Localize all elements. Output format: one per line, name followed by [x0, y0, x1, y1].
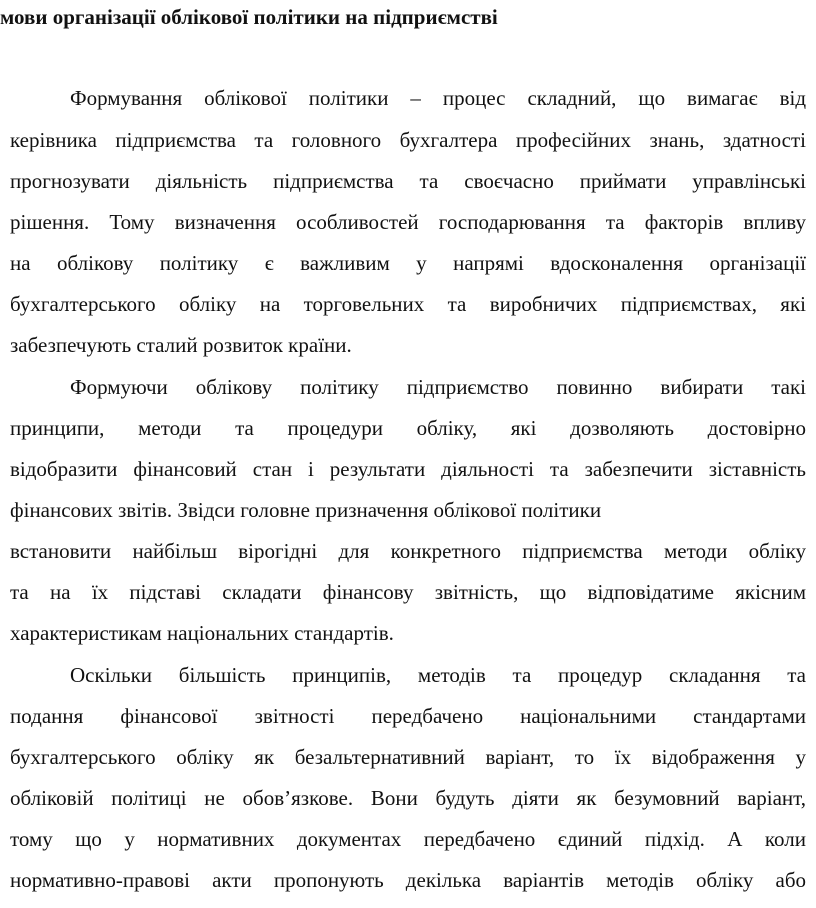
paragraph-line: на облікову політику є важливим у напрямі вдосконалення організації [10, 251, 806, 275]
paragraph-line: та на їх підставі складати фінансову звітність, що відповідатиме якісним [10, 580, 806, 604]
paragraph-line: принципи, методи та процедури обліку, які дозволяють достовірно [10, 416, 806, 440]
paragraph-line: обліковій політиці не обов’язкове. Вони будуть діяти як безумовний варіант, [10, 786, 806, 810]
paragraph-line: встановити найбільш вірогідні для конкретного підприємства методи обліку [10, 539, 806, 563]
paragraph-line: керівника підприємства та головного бухгалтера професійних знань, здатності [10, 128, 806, 152]
paragraph-line: тому що у нормативних документах передбачено єдиний підхід. А коли [10, 827, 806, 851]
paragraph-line: бухгалтерського обліку на торговельних та виробничих підприємствах, які [10, 292, 806, 316]
section-heading: мови організації облікової політики на підприємстві [0, 5, 498, 29]
paragraph-line: бухгалтерського обліку як безальтернативний варіант, то їх відображення у [10, 745, 806, 769]
paragraph-line: Формуючи облікову політику підприємство повинно вибирати такі [70, 375, 806, 399]
paragraph-line: прогнозувати діяльність підприємства та своєчасно приймати управлінські [10, 169, 806, 193]
paragraph-line: характеристикам національних стандартів. [10, 621, 394, 645]
paragraph-line: рішення. Тому визначення особливостей господарювання та факторів впливу [10, 210, 806, 234]
paragraph-line: Оскільки більшість принципів, методів та процедур складання та [70, 663, 806, 687]
paragraph-line: нормативно-правові акти пропонують декілька варіантів методів обліку або [10, 868, 806, 892]
paragraph-line: забезпечують сталий розвиток країни. [10, 333, 352, 357]
paragraph-line: подання фінансової звітності передбачено національними стандартами [10, 704, 806, 728]
paragraph-line: Формування облікової політики – процес складний, що вимагає від [70, 86, 806, 110]
paragraph-line: фінансових звітів. Звідси головне призначення облікової політики [10, 498, 602, 522]
paragraph-line: відобразити фінансовий стан і результати діяльності та забезпечити зіставність [10, 457, 806, 481]
